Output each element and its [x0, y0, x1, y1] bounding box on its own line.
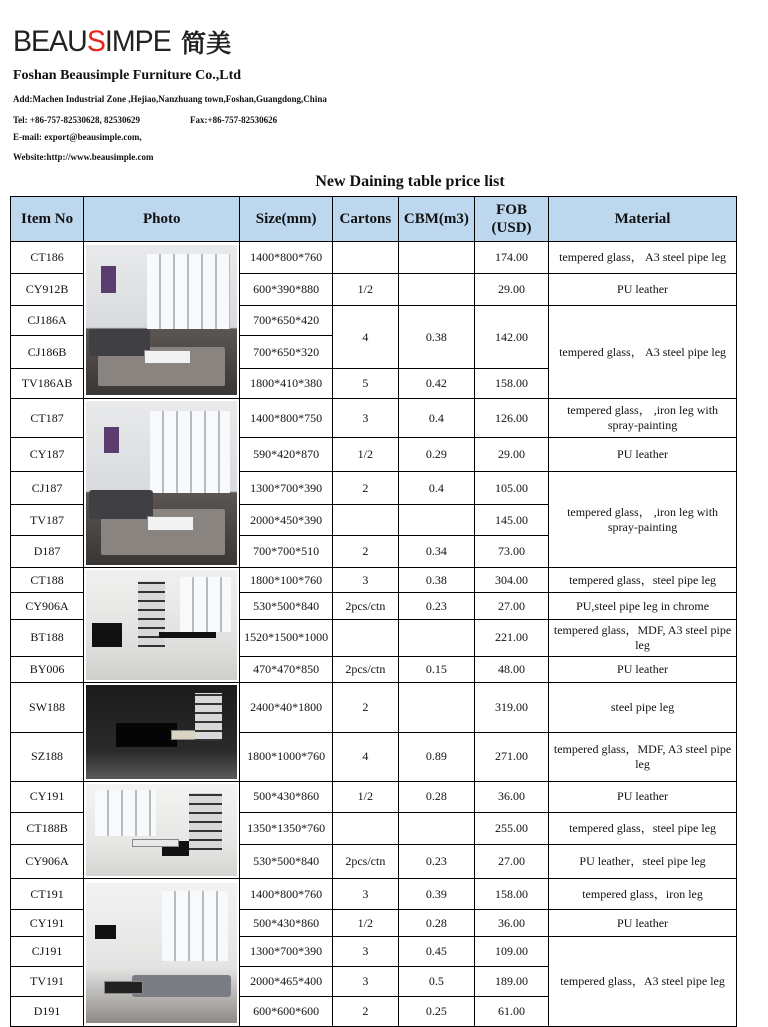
- table-row: CJ191 1300*700*390 3 0.45 109.00 tempered glass，A3 steel pipe leg: [11, 937, 737, 967]
- company-fax: Fax:+86-757-82530626: [190, 115, 278, 125]
- table-row: BT188 1520*1500*1000 221.00 tempered glass，MDF, A3 steel pipe leg: [11, 619, 737, 656]
- table-row: CJ186A 700*650*420 4 0.38 142.00 tempered glass， A3 steel pipe leg: [11, 306, 737, 336]
- product-photo: [84, 242, 240, 399]
- table-row: CT188B 1350*1350*760 255.00 tempered glass，steel pipe leg: [11, 812, 737, 845]
- table-row: CT188 1800*100*760 3 0.38 304.00 tempered glass，steel pipe leg: [11, 568, 737, 593]
- col-cbm: CBM(m3): [398, 197, 474, 242]
- table-row: CY187 590*420*870 1/2 0.29 29.00 PU leather: [11, 438, 737, 472]
- table-row: CY191 500*430*860 1/2 0.28 36.00 PU leather: [11, 782, 737, 813]
- table-row: CT191 1400*800*760 3 0.39 158.00 tempered glass，iron leg: [11, 879, 737, 910]
- product-photo: [84, 782, 240, 879]
- col-photo: Photo: [84, 197, 240, 242]
- price-list-title: New Daining table price list: [315, 173, 505, 190]
- col-cartons: Cartons: [332, 197, 398, 242]
- company-name: Foshan Beausimple Furniture Co.,Ltd: [13, 68, 242, 83]
- company-email: E-mail: export@beausimple.com,: [13, 132, 142, 142]
- product-photo: [84, 399, 240, 568]
- product-photo: [84, 568, 240, 683]
- table-row: CY191 500*430*860 1/2 0.28 36.00 PU leather: [11, 910, 737, 937]
- company-address: Add:Machen Industrial Zone ,Hejiao,Nanzhuang town,Foshan,Guangdong,China: [13, 94, 327, 104]
- company-tel: Tel: +86-757-82530628, 82530629: [13, 115, 141, 125]
- col-item-no: Item No: [11, 197, 84, 242]
- table-row: CY912B 600*390*880 1/2 29.00 PU leather: [11, 274, 737, 306]
- table-row: CY906A 530*500*840 2pcs/ctn 0.23 27.00 PU,steel pipe leg in chrome: [11, 593, 737, 619]
- col-fob: FOB (USD): [474, 197, 548, 242]
- table-row: CT187 1400*800*750 3 0.4 126.00 tempered glass， ,iron leg with spray-painting: [11, 399, 737, 438]
- table-header-row: [11, 197, 737, 242]
- table-row: SZ188 1800*1000*760 4 0.89 271.00 tempered glass，MDF, A3 steel pipe leg: [11, 732, 737, 782]
- company-website: Website:http://www.beausimple.com: [13, 152, 154, 162]
- table-row: BY006 470*470*850 2pcs/ctn 0.15 48.00 PU leather: [11, 656, 737, 682]
- product-photo: [84, 683, 240, 782]
- table-row: CJ187 1300*700*390 2 0.4 105.00 tempered glass， ,iron leg with spray-painting: [11, 472, 737, 505]
- price-table: [10, 196, 737, 1027]
- table-row: SW188 2400*40*1800 2 319.00 steel pipe leg: [11, 683, 737, 733]
- table-row: CT186 1400*800*760 174.00 tempered glass， A3 steel pipe leg: [11, 242, 737, 274]
- table-row: TV191 2000*465*400 3 0.5 189.00: [11, 967, 737, 997]
- col-material: Material: [549, 197, 737, 242]
- table-row: D187 700*700*510 2 0.34 73.00: [11, 536, 737, 568]
- table-row: TV186AB 1800*410*380 5 0.42 158.00: [11, 369, 737, 399]
- product-photo: [84, 879, 240, 1027]
- company-logo: BEAUSIMPE 简美: [13, 25, 232, 58]
- table-row: TV187 2000*450*390 145.00: [11, 505, 737, 536]
- table-row: CY906A 530*500*840 2pcs/ctn 0.23 27.00 PU leather，steel pipe leg: [11, 845, 737, 879]
- table-row: CJ186B 700*650*320: [11, 336, 737, 369]
- col-size: Size(mm): [240, 197, 332, 242]
- table-row: D191 600*600*600 2 0.25 61.00: [11, 997, 737, 1027]
